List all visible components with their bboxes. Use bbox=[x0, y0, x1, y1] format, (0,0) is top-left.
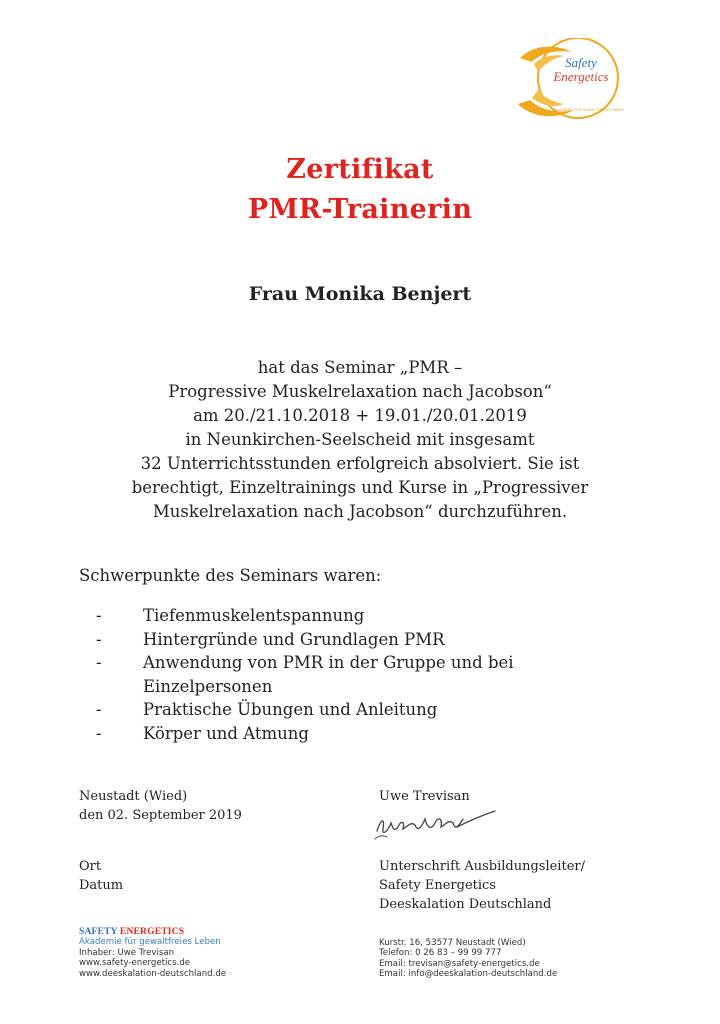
focus-heading: Schwerpunkte des Seminars waren: bbox=[79, 566, 382, 585]
date-label: Datum bbox=[79, 878, 124, 893]
safety-energetics-logo bbox=[514, 38, 626, 124]
bullet-dash: - bbox=[96, 629, 102, 649]
certificate-title: Zertifikat bbox=[286, 154, 434, 185]
signer-role-line: Unterschrift Ausbildungsleiter/ bbox=[379, 859, 585, 874]
body-line: hat das Seminar „PMR – bbox=[257, 358, 463, 377]
footer-website-link[interactable]: www.deeskalation-deutschland.de bbox=[79, 968, 227, 979]
certificate-body bbox=[60, 356, 660, 524]
body-line: berechtigt, Einzeltrainings und Kurse in „Progressiver bbox=[131, 478, 589, 497]
bullet-dash: - bbox=[96, 606, 102, 625]
place-date-labels bbox=[79, 857, 123, 895]
footer-email[interactable]: Email: info@deeskalation-deutschland.de bbox=[379, 969, 558, 980]
footer-company-block bbox=[79, 927, 226, 979]
body-line: am 20./21.10.2018 + 19.01./20.01.2019 bbox=[193, 406, 527, 425]
bullet-dash: - bbox=[96, 723, 102, 743]
recipient-name: Frau Monika Benjert bbox=[248, 283, 472, 305]
certificate-subtitle: PMR-Trainerin bbox=[247, 194, 473, 225]
footer-phone: Telefon: 0 26 83 – 99 99 777 bbox=[379, 948, 502, 959]
list-item-text: Tiefenmuskelentspannung bbox=[143, 606, 365, 625]
logo-line-safety: Safety bbox=[565, 55, 597, 70]
logo-line-energetics: Energetics bbox=[553, 69, 609, 84]
footer-contact-block bbox=[379, 938, 557, 980]
place-date-block bbox=[79, 787, 242, 825]
signer-role-line: Deeskalation Deutschland bbox=[379, 897, 552, 912]
list-item-text: Praktische Übungen und Anleitung bbox=[143, 700, 438, 719]
list-item bbox=[96, 722, 576, 746]
list-item-text: Hintergründe und Grundlagen PMR bbox=[143, 629, 445, 649]
footer-tagline: Akademie für gewaltfreies Leben bbox=[79, 937, 221, 948]
list-item-text: Körper und Atmung bbox=[143, 723, 309, 743]
list-item bbox=[96, 604, 576, 628]
footer-address: Kurstr. 16, 53577 Neustadt (Wied) bbox=[379, 938, 526, 948]
place-label: Ort bbox=[79, 859, 102, 874]
list-item bbox=[96, 628, 576, 652]
date-value: den 02. September 2019 bbox=[79, 808, 242, 823]
list-item bbox=[96, 651, 516, 698]
focus-list bbox=[96, 604, 576, 745]
body-line: Muskelrelaxation nach Jacobson“ durchzuführen. bbox=[152, 502, 568, 521]
footer-brand bbox=[79, 927, 226, 937]
footer-brand-part2: ENERGETICS bbox=[119, 927, 185, 937]
signer-name: Uwe Trevisan bbox=[379, 789, 470, 804]
place-value: Neustadt (Wied) bbox=[79, 789, 188, 804]
footer-email[interactable]: Email: trevisan@safety-energetics.de bbox=[379, 958, 540, 969]
logo-wordmark bbox=[536, 56, 626, 84]
list-item bbox=[96, 698, 576, 722]
footer-website-link[interactable]: www.safety-energetics.de bbox=[79, 958, 191, 969]
body-line: 32 Unterrichtsstunden erfolgreich absolviert. Sie ist bbox=[140, 454, 580, 473]
signer-role-block bbox=[379, 857, 585, 914]
bullet-dash: - bbox=[96, 653, 102, 672]
body-line: in Neunkirchen-Seelscheid mit insgesamt bbox=[185, 430, 535, 449]
bullet-dash: - bbox=[96, 700, 102, 719]
footer-owner: Inhaber: Uwe Trevisan bbox=[79, 947, 175, 958]
body-line: Progressive Muskelrelaxation nach Jacobson“ bbox=[168, 382, 552, 401]
logo-subline: AKADEMIE FÜR GEWALTFREIES LEBEN bbox=[554, 108, 624, 112]
footer-brand-part1: SAFETY bbox=[79, 927, 118, 937]
list-item-text: Anwendung von PMR in der Gruppe und bei Einzelpersonen bbox=[143, 653, 514, 696]
handwritten-signature-icon bbox=[373, 805, 498, 845]
signer-role-line: Safety Energetics bbox=[379, 878, 496, 893]
